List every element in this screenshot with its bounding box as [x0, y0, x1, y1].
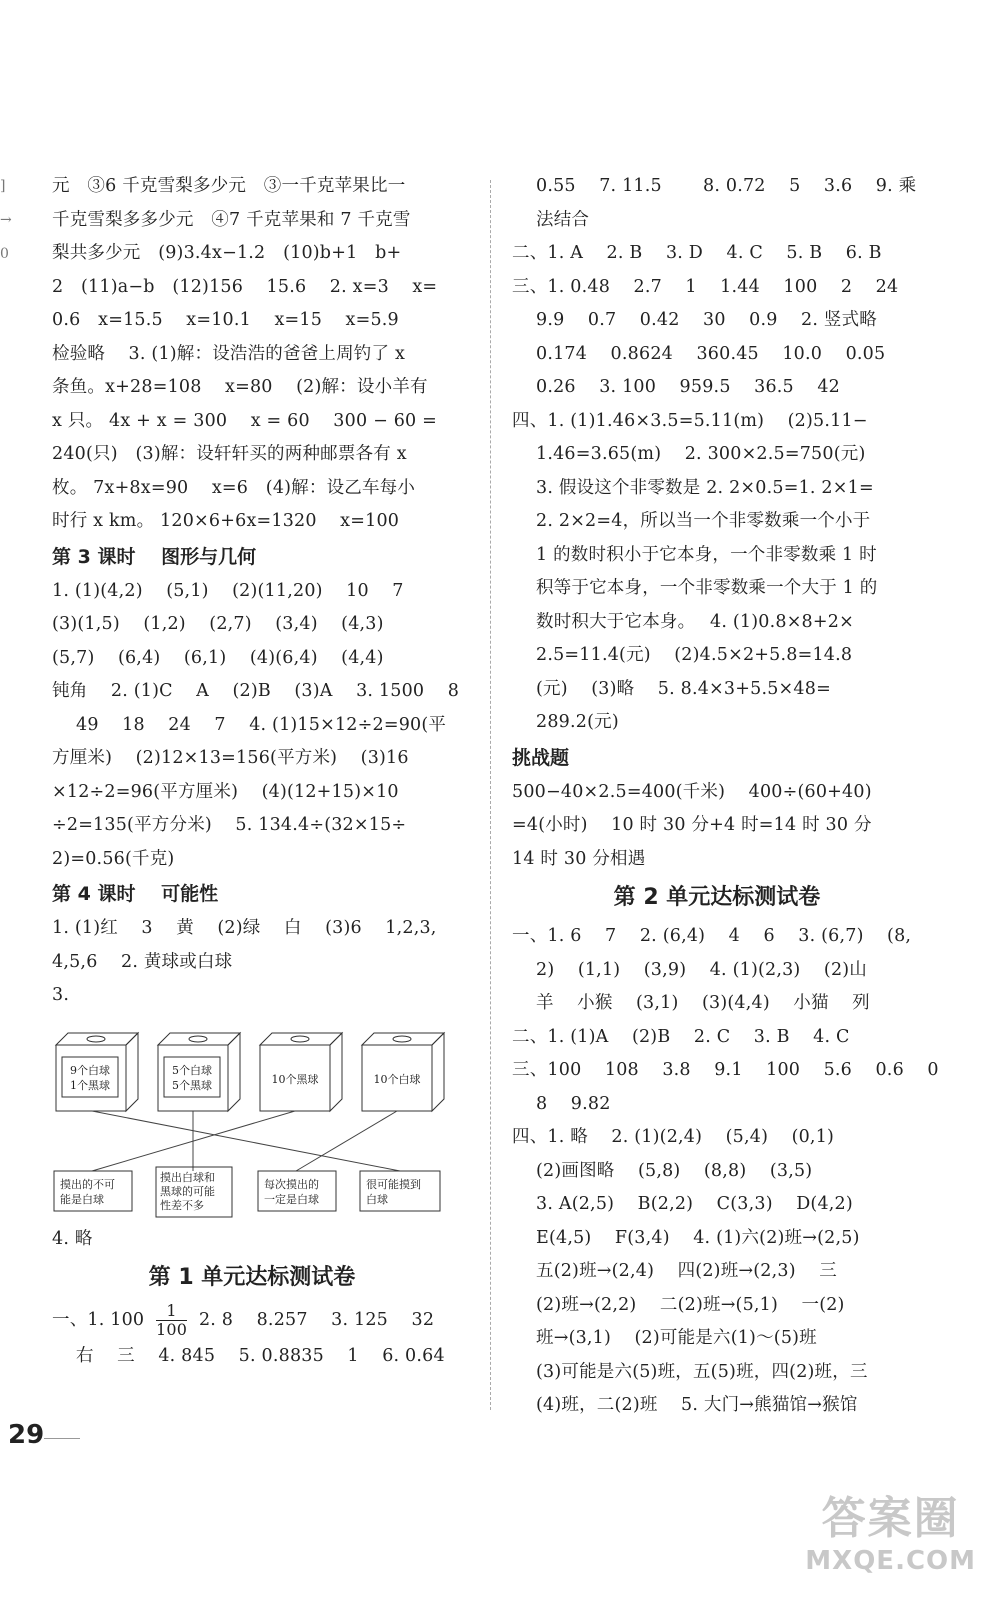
statement-box [360, 1171, 440, 1211]
svg-text:摸出的不可: 摸出的不可 [60, 1177, 115, 1191]
answer-line: (2)班→(2,2) 二(2)班→(5,1) 一(2) [536, 1294, 845, 1315]
answer-line: 二、1. A 2. B 3. D 4. C 5. B 6. B [512, 243, 882, 263]
answer-line: 四、1. 略 2. (1)(2,4) (5,4) (0,1) [512, 1127, 835, 1147]
answer-line: (2)画图略 (5,8) (8,8) (3,5) [536, 1160, 813, 1181]
answer-line: 2)=0.56(千克) [52, 848, 175, 869]
svg-text:1个黑球: 1个黑球 [70, 1078, 110, 1092]
answer-line: 枚。 7x+8x=90 x=6 (4)解：设乙车每小 [52, 477, 416, 498]
answer-line: 时行 x km。 120×6+6x=1320 x=100 [52, 511, 400, 531]
challenge-heading: 挑战题 [512, 746, 570, 769]
answer-line: 1.46=3.65(m) 2. 300×2.5=750(元) [536, 444, 866, 464]
answer-line: 钝角 2. (1)C A (2)B (3)A 3. 1500 8 [52, 681, 460, 701]
statement-box [156, 1167, 232, 1217]
answer-line: 梨共多少元 (9)3.4x−1.2 (10)b+1 b+ [52, 243, 402, 263]
answer-line: (4)班，二(2)班 5. 大门→熊猫馆→猴馆 [536, 1395, 858, 1415]
answer-line: 0.6 x=15.5 x=10.1 x=15 x=5.9 [52, 310, 399, 330]
svg-text:每次摸出的: 每次摸出的 [264, 1177, 319, 1191]
svg-text:10个白球: 10个白球 [373, 1072, 421, 1086]
answer-line: 2.5=11.4(元) (2)4.5×2+5.8=14.8 [536, 645, 853, 665]
answer-line: 1. (1)红 3 黄 (2)绿 白 (3)6 1,2,3, [52, 918, 437, 938]
answer-line: 1. (1)(4,2) (5,1) (2)(11,20) 10 7 [52, 580, 404, 601]
answer-line: x 只。 4x + x = 300 x = 60 300 − 60 = [52, 410, 437, 431]
answer-line: 羊 小猴 (3,1) (3)(4,4) 小猫 列 [536, 993, 870, 1013]
answer-line: 2 (11)a−b (12)156 15.6 2. x=3 x= [52, 276, 438, 297]
answer-line: 0.26 3. 100 959.5 36.5 42 [536, 377, 841, 397]
column-divider [490, 180, 492, 1410]
statement-box [258, 1171, 336, 1211]
svg-text:白球: 白球 [366, 1192, 388, 1206]
ball-box [56, 1033, 138, 1111]
answer-line: 四、1. (1)1.46×3.5=5.11(m) (2)5.11− [512, 410, 868, 431]
answer-line: ÷2=135(平方分米) 5. 134.4÷(32×15÷ [52, 815, 407, 835]
answer-line: 8 9.82 [536, 1093, 611, 1114]
answer-text: 2. 8 8.257 3. 125 32 [198, 1310, 435, 1330]
answer-line: 一、1. 6 7 2. (6,4) 4 6 3. (6,7) (8, [512, 926, 912, 946]
left-column [52, 170, 460, 1374]
svg-text:能是白球: 能是白球 [60, 1192, 104, 1206]
answer-line: 右 三 4. 845 5. 0.8835 1 6. 0.64 [76, 1346, 445, 1366]
answer-line: =4(小时) 10 时 30 分+4 时=14 时 30 分 [512, 815, 872, 835]
answer-line: 五(2)班→(2,4) 四(2)班→(2,3) 三 [536, 1261, 837, 1281]
lesson-4-heading: 第 4 课时 可能性 [52, 883, 219, 905]
svg-text:9个白球: 9个白球 [70, 1063, 110, 1077]
right-column [512, 170, 939, 1423]
ball-box [260, 1033, 342, 1111]
answer-line: 49 18 24 7 4. (1)15×12÷2=90(平 [76, 714, 447, 735]
answer-line: 3. [52, 985, 70, 1005]
svg-text:5个白球: 5个白球 [172, 1063, 212, 1077]
answer-line: 条鱼。x+28=108 x=80 (2)解：设小羊有 [52, 377, 428, 397]
answer-line: 三、1. 0.48 2.7 1 1.44 100 2 24 [512, 276, 899, 297]
answer-line: 检验略 3. (1)解：设浩浩的爸爸上周钓了 x [52, 343, 406, 364]
answer-line: (3)(1,5) (1,2) (2,7) (3,4) (4,3) [52, 614, 384, 634]
answer-line: 500−40×2.5=400(千米) 400÷(60+40) [512, 781, 872, 802]
ball-box [158, 1033, 240, 1111]
unit-1-test-title: 第 1 单元达标测试卷 [148, 1265, 356, 1290]
answer-line [52, 1300, 452, 1340]
svg-text:摸出白球和: 摸出白球和 [160, 1170, 215, 1184]
answer-line: ×12÷2=96(平方厘米) (4)(12+15)×10 [52, 781, 399, 802]
answer-line: 9.9 0.7 0.42 30 0.9 2. 竖式略 [536, 310, 877, 330]
answer-line: 0.55 7. 11.5 8. 0.72 5 3.6 9. 乘 [536, 176, 917, 196]
answer-line: 方厘米) (2)12×13=156(平方米) (3)16 [52, 748, 409, 768]
statement-box [54, 1171, 132, 1211]
answer-line: (元) (3)略 5. 8.4×3+5.5×48= [536, 678, 831, 699]
lesson-3-heading: 第 3 课时 图形与几何 [52, 545, 257, 568]
svg-text:一定是白球: 一定是白球 [264, 1192, 319, 1206]
answer-line: E(4,5) F(3,4) 4. (1)六(2)班→(2,5) [536, 1227, 860, 1248]
answer-line: 二、1. (1)A (2)B 2. C 3. B 4. C [512, 1026, 850, 1047]
edge-mark: → [0, 212, 12, 228]
watermark-logo: 答案圈 [821, 1493, 960, 1544]
answer-line: 14 时 30 分相遇 [512, 848, 646, 869]
answer-line: 289.2(元) [536, 712, 619, 732]
edge-mark: 0 [0, 246, 9, 262]
answer-line: (3)可能是六(5)班，五(5)班，四(2)班，三 [536, 1361, 868, 1382]
svg-text:黑球的可能: 黑球的可能 [160, 1184, 215, 1198]
answer-line: 240(只) (3)解：设轩轩买的两种邮票各有 x [52, 444, 407, 464]
svg-text:性差不多: 性差不多 [160, 1198, 204, 1212]
svg-text:10个黑球: 10个黑球 [271, 1072, 319, 1086]
answer-line: 1 的数时积小于它本身，一个非零数乘 1 时 [536, 544, 877, 565]
answer-line: 积等于它本身，一个非零数乘一个大于 1 的 [536, 578, 878, 598]
answer-line: 2) (1,1) (3,9) 4. (1)(2,3) (2)山 [536, 959, 868, 980]
answer-line: 2. 2×2=4，所以当一个非零数乘一个小于 [536, 511, 871, 531]
edge-mark: ] [0, 178, 6, 194]
answer-text: 一、1. 100 [52, 1310, 145, 1330]
answer-line: 班→(3,1) (2)可能是六(1)～(5)班 [536, 1328, 817, 1348]
answer-line: 数时积大于它本身。 4. (1)0.8×8+2× [536, 611, 854, 632]
answer-line: 4. 略 [52, 1228, 93, 1249]
answer-line: 0.174 0.8624 360.45 10.0 0.05 [536, 343, 886, 364]
fraction-denominator: 100 [156, 1320, 188, 1339]
page-number-rule [44, 1438, 80, 1439]
answer-line: 3. 假设这个非零数是 2. 2×0.5=1. 2×1= [536, 477, 874, 498]
probability-matching-figure [52, 1013, 452, 1223]
answer-line: (5,7) (6,4) (6,1) (4)(6,4) (4,4) [52, 647, 384, 668]
ball-box [362, 1033, 444, 1111]
answer-line: 元 ③6 千克雪梨多少元 ③一千克苹果比一 [52, 176, 406, 196]
answer-line: 法结合 [536, 209, 590, 230]
watermark-url: MXQE.COM [805, 1546, 976, 1576]
fraction [156, 1302, 187, 1339]
svg-text:5个黑球: 5个黑球 [172, 1078, 212, 1092]
answer-line: 4,5,6 2. 黄球或白球 [52, 951, 233, 972]
answer-line: 千克雪梨多多少元 ④7 千克苹果和 7 千克雪 [52, 209, 411, 230]
page-number: 29 [8, 1420, 45, 1450]
unit-2-test-title: 第 2 单元达标测试卷 [613, 885, 821, 910]
match-line [296, 1111, 397, 1171]
answer-line: 三、100 108 3.8 9.1 100 5.6 0.6 0 [512, 1060, 939, 1080]
answer-line: 3. A(2,5) B(2,2) C(3,3) D(4,2) [536, 1194, 853, 1214]
svg-text:很可能摸到: 很可能摸到 [366, 1177, 421, 1191]
fraction-numerator: 1 [156, 1302, 187, 1321]
match-line [92, 1111, 400, 1171]
watermark [805, 1482, 976, 1576]
